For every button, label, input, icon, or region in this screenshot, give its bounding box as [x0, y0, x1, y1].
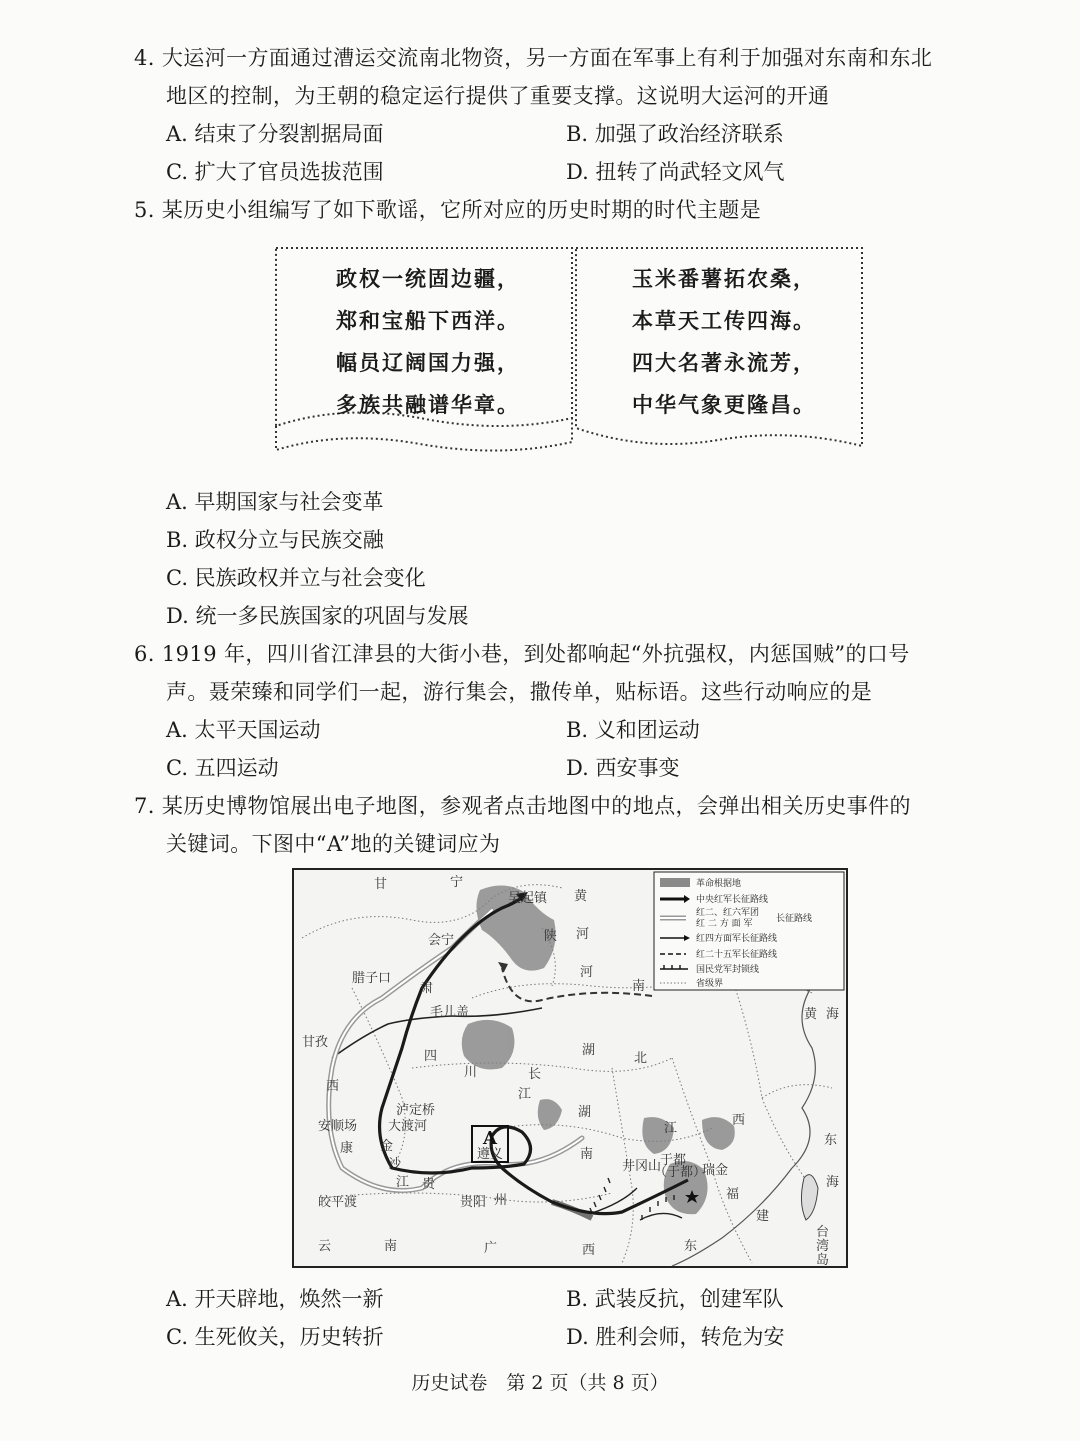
map-label-jinsha-jiang: 江 [396, 1175, 410, 1190]
map-label-yudu-paren: （于都） [654, 1165, 707, 1180]
map-label-henan-nan: 南 [632, 979, 646, 994]
q5-option-b[interactable]: B. 政权分立与民族交融 [166, 528, 384, 552]
map-label-wan: 湾 [816, 1239, 830, 1254]
map-label-yun: 云 [318, 1239, 332, 1254]
q4-stem-line2: 地区的控制，为王朝的稳定运行提供了重要支撑。这说明大运河的开通 [166, 84, 830, 108]
q7-option-a[interactable]: A. 开天辟地，焕然一新 [166, 1287, 384, 1311]
map-label-sichuan-si: 四 [424, 1049, 438, 1064]
page-footer: 历史试卷 第 2 页（共 8 页） [411, 1372, 669, 1394]
q6-option-a[interactable]: A. 太平天国运动 [166, 718, 321, 742]
map-label-huanghe-1: 黄 [574, 889, 588, 904]
legend-red26-b: 红 二 方 面 军 [696, 919, 753, 929]
map-label-ning: 宁 [450, 875, 464, 890]
map-label-henan-he: 河 [580, 965, 594, 980]
q5-stem: 5. 某历史小组编写了如下歌谣，它所对应的历史时期的时代主题是 [134, 198, 762, 222]
map-legend [654, 872, 844, 990]
poem-left-line2: 郑和宝船下西洋。 [336, 308, 520, 333]
map-label-chang: 长 [528, 1067, 542, 1082]
q5-option-d[interactable]: D. 统一多民族国家的巩固与发展 [166, 604, 469, 628]
map-label-shan: 陕 [544, 929, 558, 944]
map-label-kang: 康 [340, 1141, 354, 1156]
map-label-sichuan-chuan: 川 [464, 1065, 478, 1080]
legend-border: 省级界 [696, 979, 724, 989]
q7-stem-line2: 关键词。下图中“A”地的关键词应为 [166, 832, 501, 856]
poem-left-line3: 幅员辽阔国力强， [336, 350, 520, 375]
q5-option-a[interactable]: A. 早期国家与社会变革 [166, 490, 384, 514]
map-label-nan: 南 [384, 1239, 398, 1254]
q4-stem-line1: 4. 大运河一方面通过漕运交流南北物资，另一方面在军事上有利于加强对东南和东北 [134, 46, 933, 70]
map-label-huanghe-2: 河 [576, 927, 590, 942]
map-label-jinsha-sha: 沙 [388, 1157, 402, 1172]
map-label-hubei-bei: 北 [634, 1051, 648, 1066]
map-label-ruijin: 瑞金 [702, 1163, 729, 1178]
map-label-yudu: 于都 [660, 1153, 687, 1168]
poem-left-line1: 政权一统固边疆， [336, 266, 520, 291]
q7-stem-line1: 7. 某历史博物馆展出电子地图，参观者点击地图中的地点，会弹出相关历史事件的 [134, 794, 911, 818]
map-label-hai: 海 [826, 1007, 840, 1022]
legend-red4: 红四方面军长征路线 [696, 934, 778, 944]
map-label-huang: 黄 [804, 1007, 818, 1022]
q5-option-c[interactable]: C. 民族政权并立与社会变化 [166, 566, 426, 590]
poem-right-line3: 四大名著永流芳， [632, 350, 816, 375]
poem-right-line1: 玉米番薯拓农桑， [632, 266, 816, 291]
map-label-jiangxi-jiang: 江 [664, 1121, 678, 1136]
q4-option-c[interactable]: C. 扩大了官员选拔范围 [166, 160, 384, 184]
map-label-anshunchang: 安顺场 [318, 1119, 358, 1134]
map-label-a[interactable]: A [483, 1128, 497, 1149]
map-label-tai: 台 [816, 1225, 830, 1240]
map-label-hunan-hu: 湖 [578, 1105, 592, 1120]
map-label-xi: 西 [326, 1079, 340, 1094]
map-label-hubei-hu: 湖 [582, 1043, 596, 1058]
map-label-jinggangshan: 井冈山 [622, 1159, 662, 1174]
map-label-lazikou: 腊子口 [352, 971, 392, 986]
q4-option-a[interactable]: A. 结束了分裂割据局面 [166, 122, 384, 146]
map-label-luding: 泸定桥 [396, 1103, 436, 1118]
q4-option-b[interactable]: B. 加强了政治经济联系 [566, 122, 784, 146]
map-label-jinsha-jin: 金 [380, 1139, 394, 1154]
q6-stem-line2: 声。聂荣臻和同学们一起，游行集会，撒传单，贴标语。这些行动响应的是 [166, 680, 873, 704]
map-label-gui: 贵 [422, 1177, 436, 1192]
map-label-jiangxi-xi: 西 [732, 1113, 746, 1128]
map-label-jiaopingdu: 皎平渡 [318, 1195, 358, 1210]
legend-kmt: 国民党军封锁线 [696, 965, 760, 975]
q4-option-d[interactable]: D. 扭转了尚武轻文风气 [566, 160, 785, 184]
q6-option-c[interactable]: C. 五四运动 [166, 756, 279, 780]
legend-central: 中央红军长征路线 [696, 895, 769, 905]
map-label-hunan-nan: 南 [580, 1147, 594, 1162]
map-label-guang: 广 [484, 1241, 498, 1256]
map-label-dong2: 东 [824, 1133, 838, 1148]
map-label-dong: 东 [684, 1239, 698, 1254]
map-label-zunyi: 遵义 [476, 1147, 504, 1162]
q6-option-d[interactable]: D. 西安事变 [566, 756, 680, 780]
map-label-huining: 会宁 [428, 933, 455, 948]
q7-option-d[interactable]: D. 胜利会师，转危为安 [566, 1325, 785, 1349]
map-label-wuqi: 吴起镇 [508, 891, 548, 906]
poem-right-line2: 本草天工传四海。 [632, 308, 816, 333]
q6-stem-line1: 6. 1919 年，四川省江津县的大街小巷，到处都响起“外抗强权，内惩国贼”的口号 [134, 642, 910, 666]
legend-red26-a: 红二、红六军团 [696, 908, 760, 918]
legend-red25: 红二十五军长征路线 [696, 950, 778, 960]
map-label-jian: 建 [756, 1209, 770, 1224]
map-label-jiang: 江 [518, 1087, 532, 1102]
map-label-maoergai: 毛儿盖 [430, 1005, 470, 1020]
map-label-zhou: 州 [494, 1193, 508, 1208]
map-label-guiyang: 贵阳 [460, 1195, 487, 1210]
q7-option-b[interactable]: B. 武装反抗，创建军队 [566, 1287, 784, 1311]
map-label-dao: 岛 [816, 1253, 830, 1268]
legend-red26-c: 长征路线 [776, 914, 813, 924]
map-label-dadu: 大渡河 [388, 1119, 428, 1134]
map-label-hai2: 海 [826, 1175, 840, 1190]
long-march-map [292, 868, 848, 1268]
map-label-ganzi: 甘孜 [302, 1035, 329, 1050]
poem-left-line4: 多族共融谱华章。 [336, 392, 520, 417]
map-label-gan: 甘 [374, 877, 388, 892]
map-label-su: 肃 [420, 981, 434, 996]
map-label-guangxi-xi: 西 [582, 1243, 596, 1258]
map-label-fu: 福 [726, 1187, 740, 1202]
q7-option-c[interactable]: C. 生死攸关，历史转折 [166, 1325, 384, 1349]
poem-right-line4: 中华气象更隆昌。 [632, 392, 816, 417]
q6-option-b[interactable]: B. 义和团运动 [566, 718, 700, 742]
legend-base: 革命根据地 [696, 879, 742, 889]
